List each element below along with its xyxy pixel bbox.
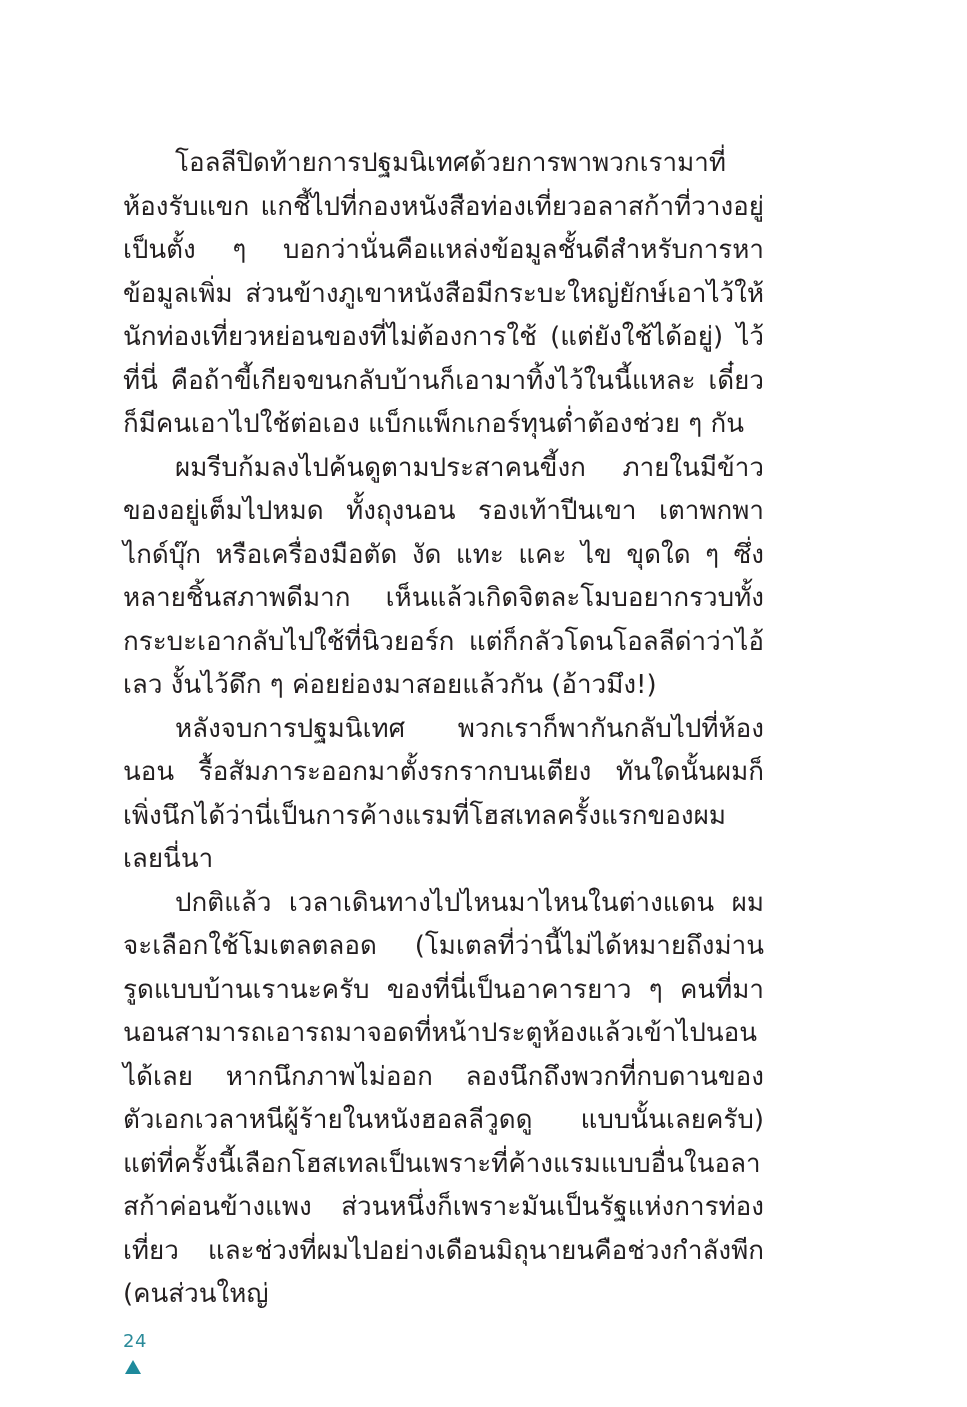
paragraph-4: ปกติแล้ว เวลาเดินทางไปไหนมาไหนในต่างแดน ผมจะเลือกใช้โมเตลตลอด (โมเตลที่ว่านี้ไม่ได้หมายถึงม่านรูดแบบบ้านเรานะครับ ของที่นี่เป็นอาคารยาว ๆ คนที่มานอนสามารถเอารถมาจอดที่หน้าประตูห้องแล้วเข้าไปนอนได้เลย หากนึกภาพไม่ออก ลองนึกถึงพวกที่กบดานของตัวเอกเวลาหนีผู้ร้ายในหนังฮอลลีวูดดู แบบนั้นเลยครับ) แต่ที่ครั้งนี้เลือกโฮสเทลเป็นเพราะที่ค้างแรมแบบอื่นในอลาสก้าค่อนข้างแพง ส่วนหนึ่งก็เพราะมันเป็นรัฐแห่งการท่องเที่ยว และช่วงที่ผมไปอย่างเดือนมิถุนายนคือช่วงกำลังพีก (คนส่วนใหญ่ [123, 887, 764, 1309]
paragraph-3: หลังจบการปฐมนิเทศ พวกเราก็พากันกลับไปที่ห้องนอน รื้อสัมภาระออกมาตั้งรกรากบนเตียง ทันใดนั้นผมก็เพิ่งนึกได้ว่านี่เป็นการค้างแรมที่โฮสเทลครั้งแรกของผมเลยนี่นา [123, 713, 764, 874]
paragraph-2: ผมรีบก้มลงไปค้นดูตามประสาคนขี้งก ภายในมีข้าวของอยู่เต็มไปหมด ทั้งถุงนอน รองเท้าปีนเขา เตาพกพา ไกด์บุ๊ก หรือเครื่องมือตัด งัด แทะ แคะ ไข ขุดใด ๆ ซึ่งหลายชิ้นสภาพดีมาก เห็นแล้วเกิดจิตละโมบอยากรวบทั้งกระบะเอากลับไปใช้ที่นิวยอร์ก แต่ก็กลัวโดนโอลลีด่าว่าไอ้เลว งั้นไว้ดึก ๆ ค่อยย่องมาสอยแล้วกัน (อ้าวมึง!) [123, 452, 764, 700]
page-number: 24 [123, 1331, 147, 1352]
body-text [123, 142, 764, 1317]
triangle-marker-icon [125, 1360, 141, 1374]
paragraph-1: โอลลีปิดท้ายการปฐมนิเทศด้วยการพาพวกเรามาที่ห้องรับแขก แกชี้ไปที่กองหนังสือท่องเที่ยวอลาสก้าที่วางอยู่เป็นตั้ง ๆ บอกว่านั่นคือแหล่งข้อมูลชั้นดีสำหรับการหาข้อมูลเพิ่ม ส่วนข้างภูเขาหนังสือมีกระบะใหญ่ยักษ์เอาไว้ให้นักท่องเที่ยวหย่อนของที่ไม่ต้องการใช้ (แต่ยังใช้ได้อยู่) ไว้ที่นี่ คือถ้าขี้เกียจขนกลับบ้านก็เอามาทิ้งไว้ในนี้แหละ เดี๋ยวก็มีคนเอาไปใช้ต่อเอง แบ็กแพ็กเกอร์ทุนต่ำต้องช่วย ๆ กัน [123, 148, 764, 439]
